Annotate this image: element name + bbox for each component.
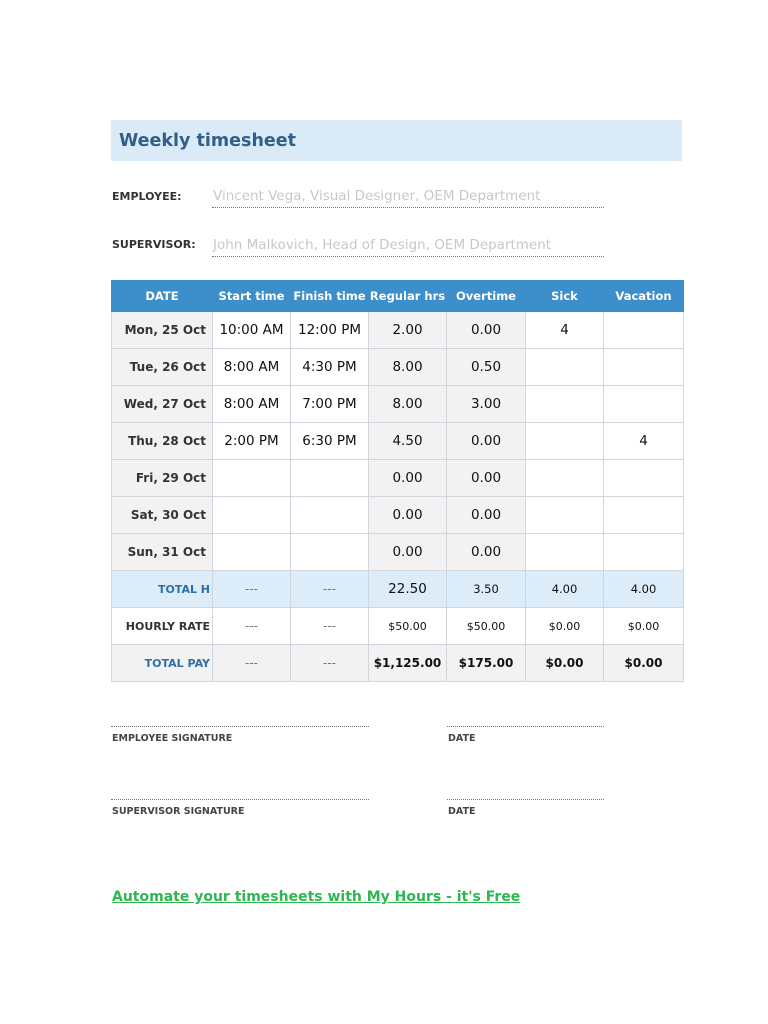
finish-time-cell[interactable]: 12:00 PM <box>291 312 369 349</box>
total-hours-start: --- <box>213 571 291 608</box>
table-row <box>112 497 684 534</box>
vacation-cell[interactable] <box>604 534 684 571</box>
finish-time-cell[interactable] <box>291 460 369 497</box>
employee-signature-line[interactable] <box>111 726 369 727</box>
pay-overtime: $175.00 <box>447 645 526 682</box>
hourly-rate-label: HOURLY RATE <box>112 608 213 645</box>
total-pay-start: --- <box>213 645 291 682</box>
finish-time-cell[interactable]: 4:30 PM <box>291 349 369 386</box>
start-time-cell[interactable]: 2:00 PM <box>213 423 291 460</box>
start-time-cell[interactable]: 10:00 AM <box>213 312 291 349</box>
total-regular-hrs: 22.50 <box>369 571 447 608</box>
header-vacation: Vacation <box>604 281 684 312</box>
employee-signature-label: EMPLOYEE SIGNATURE <box>112 733 233 744</box>
employee-label: EMPLOYEE: <box>112 190 182 203</box>
sick-cell[interactable] <box>526 349 604 386</box>
rate-overtime[interactable]: $50.00 <box>447 608 526 645</box>
overtime-cell: 0.00 <box>447 497 526 534</box>
page-title: Weekly timesheet <box>119 130 296 151</box>
header-start-time: Start time <box>213 281 291 312</box>
rate-sick[interactable]: $0.00 <box>526 608 604 645</box>
finish-time-cell[interactable]: 7:00 PM <box>291 386 369 423</box>
header-date: DATE <box>112 281 213 312</box>
date-cell: Sat, 30 Oct <box>112 497 213 534</box>
vacation-cell[interactable] <box>604 497 684 534</box>
total-pay-label: TOTAL PAY <box>112 645 213 682</box>
total-sick: 4.00 <box>526 571 604 608</box>
sick-cell[interactable] <box>526 534 604 571</box>
start-time-cell[interactable] <box>213 460 291 497</box>
vacation-cell[interactable] <box>604 386 684 423</box>
date-cell: Thu, 28 Oct <box>112 423 213 460</box>
supervisor-date-line[interactable] <box>447 799 604 800</box>
supervisor-field[interactable]: John Malkovich, Head of Design, OEM Department <box>212 235 604 257</box>
regular-hrs-cell: 0.00 <box>369 534 447 571</box>
regular-hrs-cell: 8.00 <box>369 386 447 423</box>
promo-link[interactable]: Automate your timesheets with My Hours - it's Free <box>112 889 521 905</box>
hourly-rate-row <box>112 608 684 645</box>
start-time-cell[interactable] <box>213 497 291 534</box>
timesheet-table <box>111 280 684 682</box>
finish-time-cell[interactable] <box>291 534 369 571</box>
overtime-cell: 0.00 <box>447 534 526 571</box>
header-finish-time: Finish time <box>291 281 369 312</box>
table-row <box>112 386 684 423</box>
supervisor-date-label: DATE <box>448 806 476 817</box>
total-pay-row <box>112 645 684 682</box>
employee-date-line[interactable] <box>447 726 604 727</box>
overtime-cell: 0.00 <box>447 460 526 497</box>
finish-time-cell[interactable]: 6:30 PM <box>291 423 369 460</box>
pay-regular: $1,125.00 <box>369 645 447 682</box>
date-cell: Tue, 26 Oct <box>112 349 213 386</box>
regular-hrs-cell: 8.00 <box>369 349 447 386</box>
start-time-cell[interactable]: 8:00 AM <box>213 386 291 423</box>
overtime-cell: 3.00 <box>447 386 526 423</box>
overtime-cell: 0.50 <box>447 349 526 386</box>
overtime-cell: 0.00 <box>447 423 526 460</box>
hourly-rate-finish: --- <box>291 608 369 645</box>
sick-cell[interactable]: 4 <box>526 312 604 349</box>
pay-sick: $0.00 <box>526 645 604 682</box>
date-cell: Wed, 27 Oct <box>112 386 213 423</box>
table-row <box>112 534 684 571</box>
rate-regular[interactable]: $50.00 <box>369 608 447 645</box>
supervisor-label: SUPERVISOR: <box>112 238 196 251</box>
employee-field[interactable]: Vincent Vega, Visual Designer, OEM Department <box>212 186 604 208</box>
supervisor-signature-label: SUPERVISOR SIGNATURE <box>112 806 245 817</box>
start-time-cell[interactable] <box>213 534 291 571</box>
table-header-row <box>112 281 684 312</box>
table-row <box>112 460 684 497</box>
header-regular-hrs: Regular hrs <box>369 281 447 312</box>
total-overtime: 3.50 <box>447 571 526 608</box>
sick-cell[interactable] <box>526 386 604 423</box>
regular-hrs-cell: 2.00 <box>369 312 447 349</box>
regular-hrs-cell: 0.00 <box>369 460 447 497</box>
sick-cell[interactable] <box>526 497 604 534</box>
table-row <box>112 349 684 386</box>
employee-date-label: DATE <box>448 733 476 744</box>
regular-hrs-cell: 4.50 <box>369 423 447 460</box>
header-overtime: Overtime <box>447 281 526 312</box>
vacation-cell[interactable] <box>604 349 684 386</box>
overtime-cell: 0.00 <box>447 312 526 349</box>
total-vacation: 4.00 <box>604 571 684 608</box>
total-hours-label: TOTAL H <box>112 571 213 608</box>
sick-cell[interactable] <box>526 423 604 460</box>
date-cell: Fri, 29 Oct <box>112 460 213 497</box>
supervisor-signature-line[interactable] <box>111 799 369 800</box>
regular-hrs-cell: 0.00 <box>369 497 447 534</box>
pay-vacation: $0.00 <box>604 645 684 682</box>
date-cell: Mon, 25 Oct <box>112 312 213 349</box>
vacation-cell[interactable]: 4 <box>604 423 684 460</box>
total-hours-finish: --- <box>291 571 369 608</box>
vacation-cell[interactable] <box>604 312 684 349</box>
title-bar <box>111 120 682 161</box>
finish-time-cell[interactable] <box>291 497 369 534</box>
date-cell: Sun, 31 Oct <box>112 534 213 571</box>
sick-cell[interactable] <box>526 460 604 497</box>
header-sick: Sick <box>526 281 604 312</box>
vacation-cell[interactable] <box>604 460 684 497</box>
start-time-cell[interactable]: 8:00 AM <box>213 349 291 386</box>
rate-vacation[interactable]: $0.00 <box>604 608 684 645</box>
hourly-rate-start: --- <box>213 608 291 645</box>
total-hours-row <box>112 571 684 608</box>
total-pay-finish: --- <box>291 645 369 682</box>
table-row <box>112 423 684 460</box>
table-row <box>112 312 684 349</box>
